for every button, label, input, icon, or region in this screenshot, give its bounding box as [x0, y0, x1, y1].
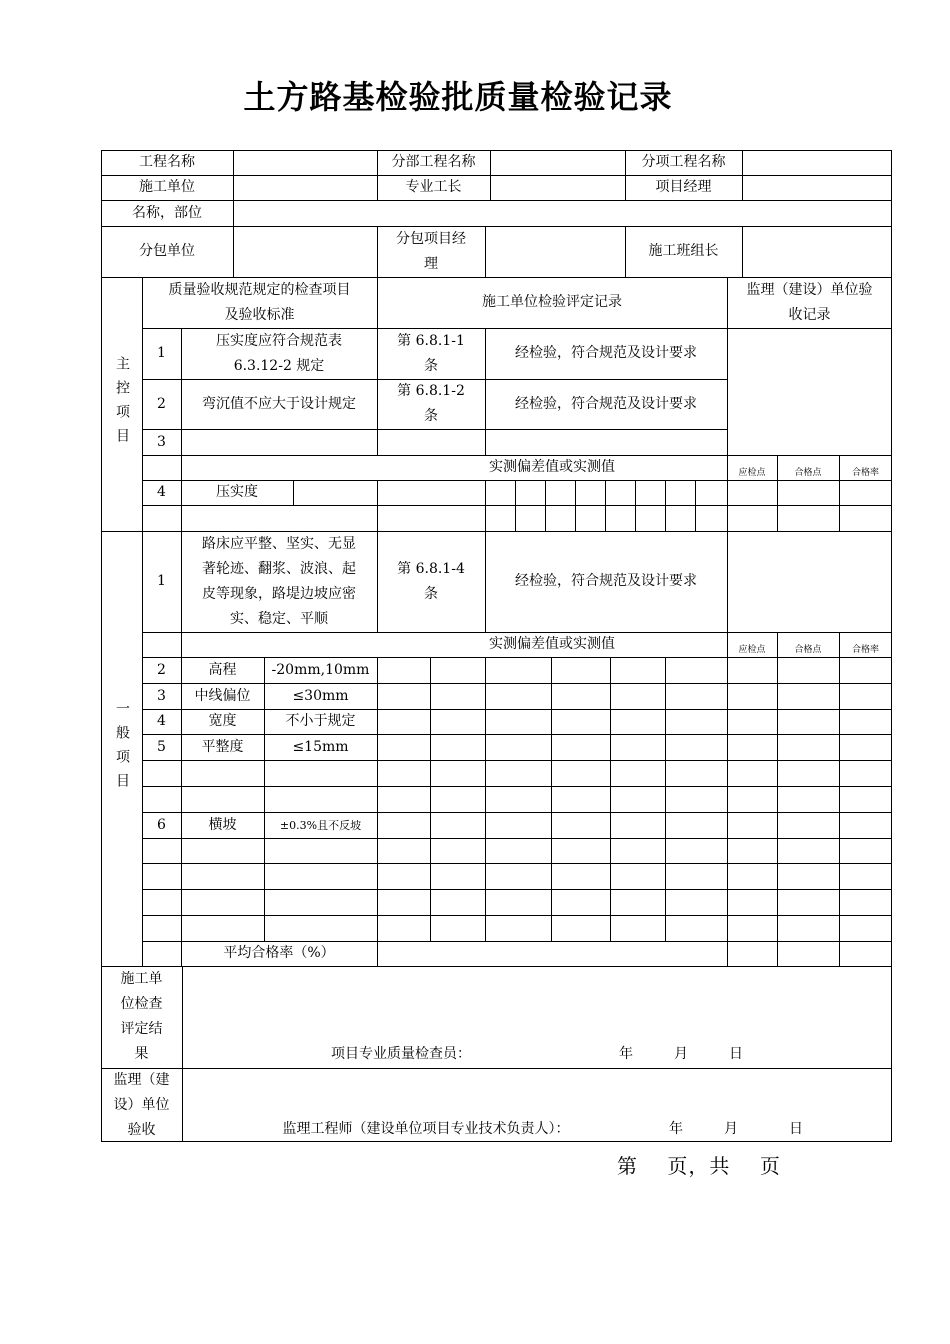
label-name-location [101, 200, 233, 226]
check-standard-text: ±0.3%且不反坡 [279, 818, 362, 832]
main-section-label [101, 277, 142, 531]
should-check-label-text: 应检点 [738, 645, 766, 655]
row-number [142, 889, 181, 915]
inspection-form [101, 150, 892, 1142]
year-label [611, 1042, 641, 1066]
year-label-text: 年 [669, 1120, 683, 1137]
check-item-text: 压实度 [216, 484, 258, 500]
col-record [377, 277, 727, 328]
measured-header-text: 实测偏差值或实测值 [489, 459, 615, 475]
day-label [721, 1042, 751, 1066]
label-manager-text: 项目经理 [655, 179, 712, 195]
check-item-text: 横坡 [208, 816, 237, 833]
row-number [142, 480, 181, 505]
general-section-label [101, 531, 142, 966]
row-number-text: 4 [157, 484, 166, 500]
average-pass-rate [181, 941, 377, 966]
clause-ref [377, 328, 485, 379]
supervision-label [101, 1068, 182, 1142]
main-section-label-text: 主控项目 [114, 356, 130, 452]
col-record-text: 施工单位检验评定记录 [482, 294, 622, 310]
check-standard [264, 838, 377, 863]
check-item-text: 弯沉值不应大于设计规定 [202, 395, 356, 412]
label-project-name-text: 工程名称 [139, 154, 195, 170]
check-item [181, 915, 264, 941]
row-number-text: 2 [157, 661, 166, 678]
label-sub-manager-text: 分包项目经 理 [396, 230, 466, 272]
clause-ref-text: 第 6.8.1-1 条 [397, 332, 465, 374]
col-supervision [727, 277, 892, 328]
check-item-text: 宽度 [208, 713, 237, 729]
engineer-label-text: 监理工程师（建设单位项目专业技术负责人）： [282, 1120, 570, 1137]
check-item [181, 760, 264, 786]
clause-ref-text: 第 6.8.1-4 条 [397, 560, 465, 602]
check-item [181, 786, 264, 812]
day-label-text: 日 [729, 1045, 743, 1062]
check-standard [264, 683, 377, 709]
row-number [142, 531, 181, 632]
check-item [181, 657, 264, 683]
qualified-label [777, 632, 839, 657]
check-result-text: 经检验，符合规范及设计要求 [515, 395, 697, 412]
measured-header [377, 632, 727, 657]
month-label-text: 月 [724, 1120, 738, 1137]
should-check-label [727, 455, 777, 480]
year-label-text: 年 [619, 1045, 633, 1062]
pass-rate-label-text: 合格率 [851, 468, 879, 478]
row-number-text: 3 [157, 687, 166, 704]
check-item [181, 480, 293, 505]
label-foreman-text: 专业工长 [405, 179, 462, 195]
col-items-text: 质量验收规范规定的检查项目 及验收标准 [168, 281, 351, 323]
clause-ref [377, 379, 485, 429]
check-standard-text: 不小于规定 [285, 713, 356, 729]
row-number-text: 5 [157, 738, 166, 755]
check-standard [264, 657, 377, 683]
check-standard [264, 915, 377, 941]
label-sub-manager [377, 226, 485, 277]
check-item [181, 328, 377, 379]
label-sub-project [377, 150, 490, 175]
day-label [781, 1118, 811, 1140]
day-label-text: 日 [789, 1120, 803, 1137]
check-standard-text: ≤15mm [292, 738, 349, 755]
check-standard [264, 709, 377, 734]
check-item [181, 734, 264, 760]
pass-rate-label [839, 632, 892, 657]
measured-header [377, 455, 727, 480]
engineer-label [251, 1118, 601, 1140]
qualified-label-text: 合格点 [794, 645, 822, 655]
row-number [142, 812, 181, 838]
check-item [181, 531, 377, 632]
label-team-leader-text: 施工班组长 [648, 243, 719, 259]
should-check-label [727, 632, 777, 657]
check-result [485, 379, 727, 429]
check-standard [264, 734, 377, 760]
row-number [142, 657, 181, 683]
row-number-text: 4 [157, 713, 166, 729]
check-item [181, 838, 264, 863]
label-construction-unit [101, 175, 233, 200]
check-item [181, 812, 264, 838]
check-standard-text: -20mm,10mm [271, 661, 370, 678]
check-standard [264, 812, 377, 838]
check-result-text: 经检验，符合规范及设计要求 [515, 573, 697, 589]
check-item [181, 379, 377, 429]
row-number [142, 863, 181, 889]
clause-ref [377, 429, 485, 455]
month-label-text: 月 [674, 1045, 688, 1062]
year-label [661, 1118, 691, 1140]
check-standard [264, 760, 377, 786]
check-standard [264, 786, 377, 812]
month-label [666, 1042, 696, 1066]
check-item-text: 高程 [208, 661, 237, 678]
pass-rate-label-text: 合格率 [851, 645, 879, 655]
row-number [142, 429, 181, 455]
measured-header-text: 实测偏差值或实测值 [489, 636, 615, 652]
row-number [142, 734, 181, 760]
check-item [181, 889, 264, 915]
check-item-text: 路床应平整、坚实、无显 著轮迹、翻浆、波浪、起 皮等现象，路堤边坡应密 实、稳定、平顺 [202, 535, 356, 627]
check-item-text: 平整度 [201, 738, 244, 755]
general-section-label-text: 一般项目 [114, 700, 130, 797]
check-standard-text: ≤30mm [292, 687, 349, 704]
check-result [485, 328, 727, 379]
construction-check-label [101, 966, 182, 1068]
row-number [142, 328, 181, 379]
check-item [181, 709, 264, 734]
row-number [142, 838, 181, 863]
label-item-project-text: 分项工程名称 [641, 154, 726, 170]
label-manager [625, 175, 742, 200]
clause-ref [377, 531, 485, 632]
row-number-text: 1 [157, 573, 166, 589]
qualified-label [777, 455, 839, 480]
supervision-label-text: 监理（建 设）单位 验收 [113, 1071, 170, 1138]
row-number [142, 915, 181, 941]
row-number [142, 786, 181, 812]
label-team-leader [625, 226, 742, 277]
label-construction-unit-text: 施工单位 [139, 179, 195, 195]
check-item-text: 中线偏位 [194, 687, 251, 704]
qualified-label-text: 合格点 [794, 468, 822, 478]
row-number-text: 3 [157, 433, 166, 450]
label-sub-project-text: 分部工程名称 [391, 154, 476, 170]
label-foreman [377, 175, 490, 200]
col-supervision-text: 监理（建设）单位验 收记录 [746, 281, 873, 323]
average-pass-rate-text: 平均合格率（%） [223, 945, 335, 961]
check-result [485, 531, 727, 632]
check-result-text: 经检验，符合规范及设计要求 [515, 345, 697, 361]
col-items [142, 277, 377, 328]
check-item [181, 429, 377, 455]
row-number [142, 379, 181, 429]
check-item [181, 683, 264, 709]
page-title: 土方路基检验批质量检验记录 [243, 78, 673, 116]
construction-check-label-text: 施工单 位检查 评定结 果 [120, 971, 163, 1062]
row-number [142, 760, 181, 786]
check-standard [264, 863, 377, 889]
inspector-label-text: 项目专业质量检查员： [331, 1045, 471, 1062]
label-name-location-text: 名称，部位 [132, 204, 202, 221]
check-result [485, 429, 727, 455]
label-subcontractor [101, 226, 233, 277]
row-number [142, 683, 181, 709]
row-number-text: 6 [157, 816, 166, 833]
check-standard [264, 889, 377, 915]
row-number-text: 1 [157, 345, 166, 361]
should-check-label-text: 应检点 [738, 468, 766, 478]
label-project-name [101, 150, 233, 175]
clause-ref-text: 第 6.8.1-2 条 [397, 383, 465, 424]
page-footer: 第 页，共 页 [617, 1154, 781, 1178]
month-label [716, 1118, 746, 1140]
row-number [142, 709, 181, 734]
check-item-text: 压实度应符合规范表 6.3.12-2 规定 [216, 332, 342, 374]
inspector-label [301, 1042, 501, 1066]
row-number-text: 2 [157, 395, 166, 412]
pass-rate-label [839, 455, 892, 480]
label-item-project [625, 150, 742, 175]
label-subcontractor-text: 分包单位 [139, 243, 195, 259]
check-item [181, 863, 264, 889]
